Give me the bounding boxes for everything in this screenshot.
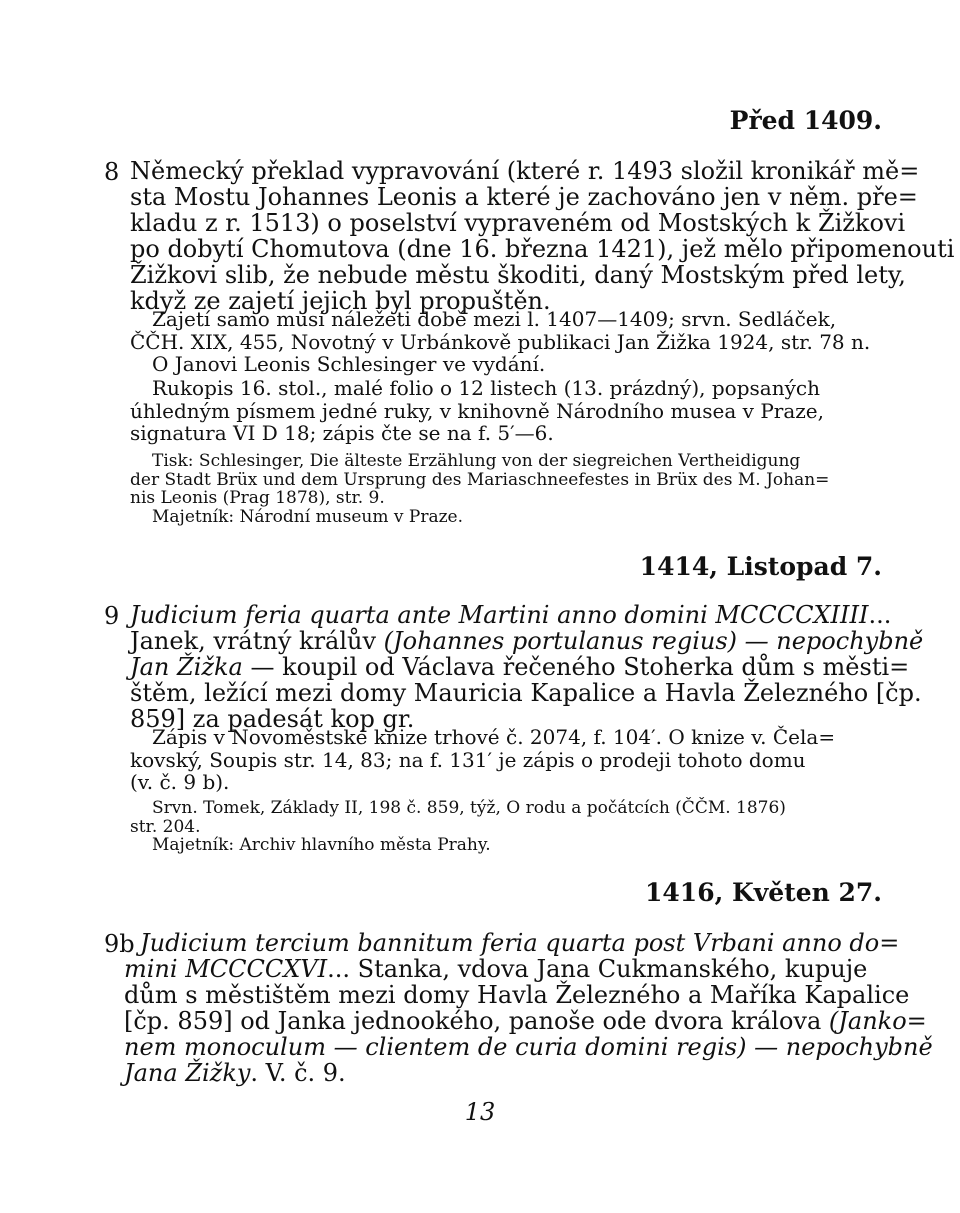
latin-text: (Johannes portulanus regius) — nepochybně xyxy=(383,627,924,655)
note-line: ČČH. XIX, 455, Novotný v Urbánkově publikaci Jan Žižka 1924, str. 78 n. xyxy=(130,329,871,354)
text-fragment: ... Stanka, vdova Jana Cukmanského, kupuje xyxy=(327,955,868,983)
entry-8-bibliography xyxy=(130,452,890,526)
text-line xyxy=(130,602,890,628)
bibliography-line: nis Leonis (Prag 1878), str. 9. xyxy=(130,488,385,508)
text-fragment: — koupil od Václava řečeného Stoherka dům s městi= xyxy=(242,653,910,681)
note-line: O Janovi Leonis Schlesinger ve vydání. xyxy=(152,352,546,376)
text-line: když ze zajetí jejich byl propuštěn. xyxy=(130,287,551,315)
note-line: kovský, Soupis str. 14, 83; na f. 131′ je zápis o prodeji tohoto domu xyxy=(130,747,806,772)
italic-text: Jan Žižka xyxy=(130,653,243,681)
text-line xyxy=(130,627,924,655)
latin-text: nem monoculum — clientem de curia domini regis) — nepochybně xyxy=(124,1033,933,1061)
text-line: kladu z r. 1513) o poselství vypraveném od Mostských k Žižkovi xyxy=(130,209,906,237)
entry-8-note-a xyxy=(130,308,890,376)
text-line: štěm, ležící mezi domy Mauricia Kapalice a Havla Železného [čp. xyxy=(130,679,922,707)
bibliography-line: Tisk: Schlesinger, Die älteste Erzählung von der siegreichen Vertheidigung xyxy=(152,451,801,471)
text-fragment: ... xyxy=(868,601,892,629)
text-line xyxy=(140,929,900,957)
text-line: Německý překlad vypravování (které r. 1493 složil kronikář mě= xyxy=(130,157,920,185)
text-line: dům s městištěm mezi domy Havla Železného a Maříka Kapalice xyxy=(124,981,910,1009)
text-line: po dobytí Chomutova (dne 16. března 1421), jež mělo připomenouti xyxy=(130,235,955,263)
entry-8-date: Před 1409. xyxy=(729,106,882,135)
bibliography-line: Srvn. Tomek, Základy II, 198 č. 859, týž, O rodu a počátcích (ČČM. 1876) xyxy=(152,798,786,818)
note-line: (v. č. 9 b). xyxy=(130,770,230,794)
entry-8-note-b xyxy=(130,377,890,445)
owner-line: Majetník: Národní museum v Praze. xyxy=(152,506,464,527)
note-line: signatura VI D 18; zápis čte se na f. 5′—6. xyxy=(130,421,554,445)
text-fragment: [čp. 859] od Janka jednookého, panoše ode dvora králova xyxy=(124,1007,829,1035)
text-line: 859] za padesát kop gr. xyxy=(130,705,415,733)
entry-9-bibliography xyxy=(130,799,890,855)
text-fragment: . V. č. 9. xyxy=(250,1059,346,1087)
entry-9b-date: 1416, Květen 27. xyxy=(645,878,882,907)
note-line: Zajetí samo musí náležeti době mezi l. 1407—1409; srvn. Sedláček, xyxy=(152,307,837,331)
note-line: Rukopis 16. stol., malé folio o 12 listech (13. prázdný), popsaných xyxy=(152,376,820,400)
text-line xyxy=(124,1007,927,1035)
owner-line: Majetník: Archiv hlavního města Prahy. xyxy=(152,835,491,855)
text-line: Žižkovi slib, že nebude městu škoditi, daný Mostským před lety, xyxy=(130,261,906,289)
text-line: sta Mostu Johannes Leonis a které je zachováno jen v něm. pře= xyxy=(130,183,918,211)
latin-text: Judicium feria quarta ante Martini anno domini MCCCCXIIII xyxy=(130,601,869,629)
note-line: Zápis v Novoměstské knize trhové č. 2074, f. 104′. O knize v. Čela= xyxy=(152,725,836,749)
latin-text: (Janko= xyxy=(828,1007,927,1035)
latin-text: mini MCCCCXVI xyxy=(124,955,328,983)
entry-8-text xyxy=(130,157,955,315)
entry-9b-number: 9b xyxy=(104,930,135,958)
entry-9b-text xyxy=(124,929,933,1087)
entry-9-note-a xyxy=(130,726,890,794)
text-fragment: Janek, vrátný králův xyxy=(130,627,384,655)
entry-8-number: 8 xyxy=(104,158,120,186)
text-line xyxy=(124,1033,933,1061)
text-line xyxy=(130,653,910,681)
bibliography-line: der Stadt Brüx und dem Ursprung des Mariaschneefestes in Brüx des M. Johan= xyxy=(130,469,830,490)
bibliography-line: str. 204. xyxy=(130,816,201,837)
entry-9-number: 9 xyxy=(104,602,120,630)
text-line xyxy=(124,1060,890,1086)
entry-9-text xyxy=(130,601,924,733)
entry-9-date: 1414, Listopad 7. xyxy=(639,552,882,581)
note-line: úhledným písmem jedné ruky, v knihovně Národního musea v Praze, xyxy=(130,398,825,423)
italic-text: Jana Žižky xyxy=(124,1059,251,1087)
page-number: 13 xyxy=(464,1098,496,1126)
text-line xyxy=(124,956,890,982)
latin-text: Judicium tercium bannitum feria quarta post Vrbani anno do= xyxy=(140,929,900,957)
